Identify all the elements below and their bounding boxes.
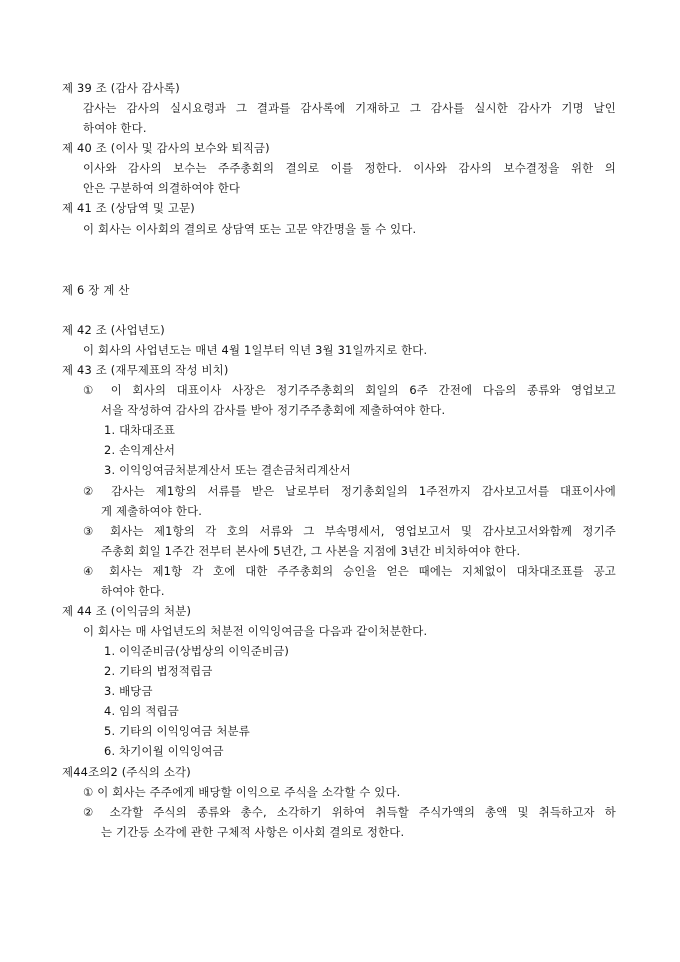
article-44-item-1: 1. 이익준비금(상법상의 이익준비금): [104, 644, 290, 658]
article-43-clause-4-line-1: ④ 회사는 제1항 각 호에 대한 주주총회의 승인을 얻은 때에는 지체없이 대차대조표를 공고: [83, 564, 616, 578]
article-43-clause-2-line-1: ② 감사는 제1항의 서류를 받은 날로부터 정기총회일의 1주전까지 감사보고서를 대표이사에: [83, 484, 616, 498]
article-43-clause-4-line-2: 하여야 한다.: [101, 584, 165, 598]
article-44-2-clause-2-line-2: 는 기간등 소각에 관한 구체적 사항은 이사회 결의로 정한다.: [101, 825, 405, 839]
article-43-item-2: 2. 손익계산서: [104, 443, 176, 457]
article-44-item-3: 3. 배당금: [104, 684, 153, 698]
article-40-body-line-1: 이사와 감사의 보수는 주주총회의 결의로 이를 정한다. 이사와 감사의 보수결정을 위한 의: [83, 161, 616, 175]
article-43-clause-1-line-2: 서을 작성하여 감사의 감사를 받아 정기주주총회에 제출하여야 한다.: [101, 403, 446, 417]
article-39-body-line-1: 감사는 감사의 실시요령과 그 결과를 감사록에 기재하고 그 감사를 실시한 감사가 기명 날인: [83, 101, 616, 115]
article-44-item-5: 5. 기타의 이익잉여금 처분류: [104, 724, 250, 738]
article-43-clause-1-line-1: ① 이 회사의 대표이사 사장은 정기주주총회의 회일의 6주 간전에 다음의 종류와 영업보고: [83, 383, 616, 397]
article-44-item-2: 2. 기타의 법정적립금: [104, 664, 213, 678]
article-43-item-3: 3. 이익잉여금처분계산서 또는 결손금처리계산서: [104, 463, 351, 477]
article-40-heading: 제 40 조 (이사 및 감사의 보수와 퇴직금): [62, 141, 270, 155]
article-44-2-clause-2-line-1: ② 소각할 주식의 종류와 총수, 소각하기 위하여 취득할 주식가액의 총액 및 취득하고자 하: [83, 805, 616, 819]
article-43-item-1: 1. 대차대조표: [104, 423, 176, 437]
article-41-body: 이 회사는 이사회의 결의로 상담역 또는 고문 약간명을 둘 수 있다.: [83, 222, 417, 236]
article-39-body-line-2: 하여야 한다.: [83, 121, 147, 135]
article-41-heading: 제 41 조 (상담역 및 고문): [62, 201, 195, 215]
article-43-clause-3-line-2: 주총회 회일 1주간 전부터 본사에 5년간, 그 사본을 지점에 3년간 비치하여야 한다.: [101, 544, 521, 558]
article-44-item-6: 6. 차기이월 이익잉여금: [104, 744, 224, 758]
article-42-heading: 제 42 조 (사업년도): [62, 323, 165, 337]
chapter-6-heading: 제 6 장 계 산: [62, 283, 130, 297]
article-43-clause-2-line-2: 게 제출하여야 한다.: [101, 504, 203, 518]
article-40-body-line-2: 안은 구분하여 의결하여야 한다: [83, 181, 241, 195]
article-44-body: 이 회사는 매 사업년도의 처분전 이익잉여금을 다음과 같이처분한다.: [83, 624, 428, 638]
article-44-2-heading: 제44조의2 (주식의 소각): [62, 765, 191, 779]
article-42-body: 이 회사의 사업년도는 매년 4월 1일부터 익년 3월 31일까지로 한다.: [83, 343, 428, 357]
article-43-heading: 제 43 조 (재무제표의 작성 비치): [62, 363, 229, 377]
article-44-2-clause-1: ① 이 회사는 주주에게 배당할 이익으로 주식을 소각할 수 있다.: [83, 785, 401, 799]
article-43-clause-3-line-1: ③ 회사는 제1항의 각 호의 서류와 그 부속명세서, 영업보고서 및 감사보고서와함께 정기주: [83, 524, 616, 538]
article-39-heading: 제 39 조 (감사 감사록): [62, 81, 180, 95]
article-44-item-4: 4. 임의 적립금: [104, 704, 179, 718]
article-44-heading: 제 44 조 (이익금의 처분): [62, 604, 192, 618]
